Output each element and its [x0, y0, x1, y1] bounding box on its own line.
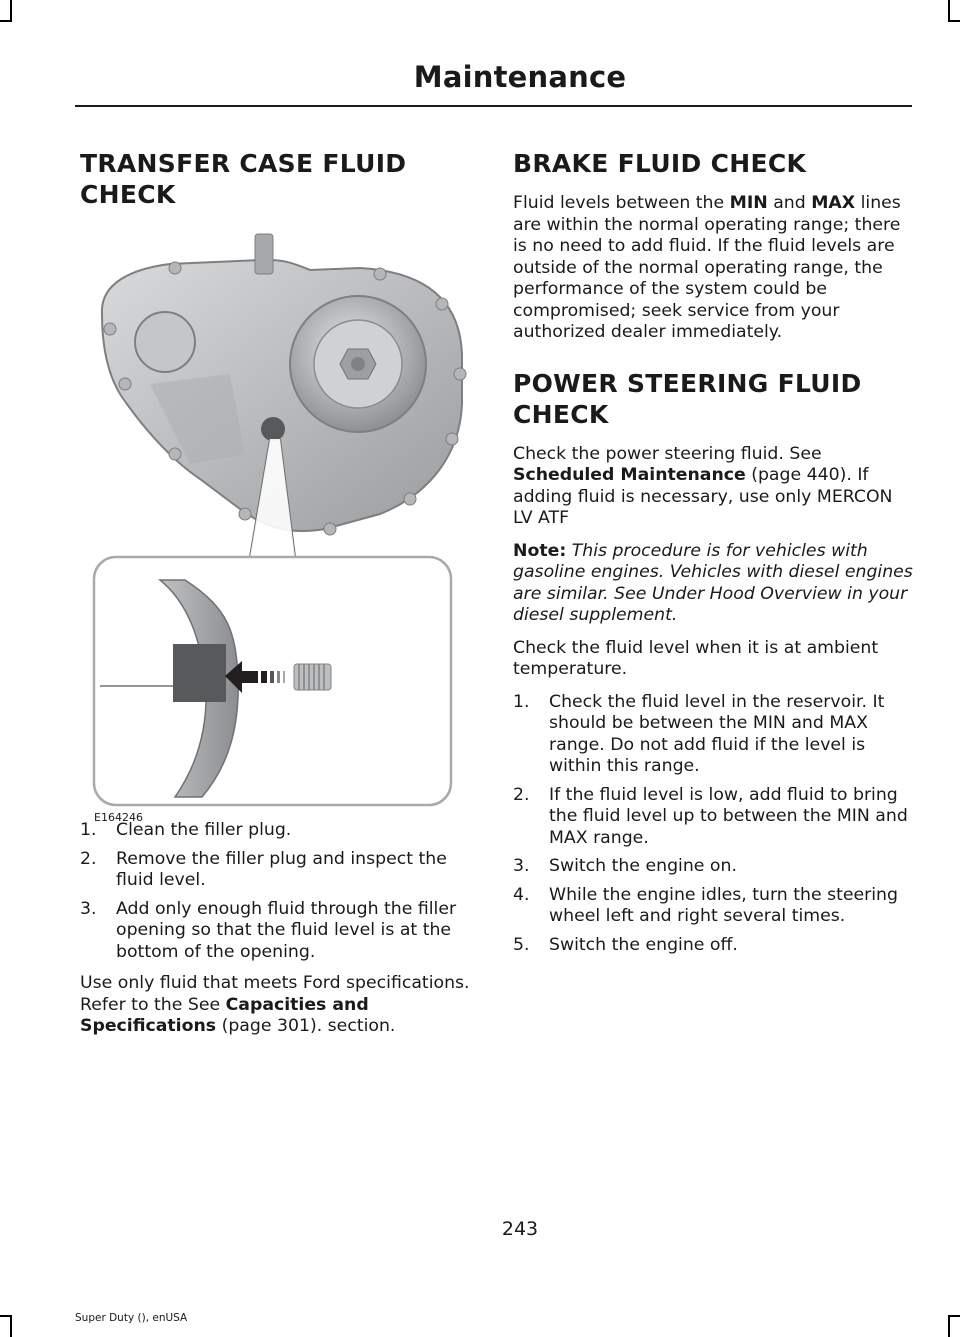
- list-item: 5. Switch the engine off.: [513, 934, 738, 955]
- list-item: 3. Add only enough fluid through the filler opening so that the fluid level is at the bottom of the opening.: [80, 898, 457, 962]
- figure-code: E164246: [94, 811, 143, 824]
- right-column: [513, 148, 913, 966]
- left-column: [80, 148, 475, 1049]
- page-number: 243: [501, 1218, 539, 1240]
- brake-fluid-paragraph: Fluid levels between the MIN and MAX lines are within the normal operating range; there is no need to add fluid. If the fluid levels are outside of the normal operating range, the performance of the system could be compromised; seek service from your authorized dealer immediately.: [513, 193, 901, 342]
- crop-mark: [948, 20, 960, 22]
- fluid-spec-paragraph: Use only fluid that meets Ford specifications. Refer to the See Capacities and Specifications (page 301). section.: [80, 973, 470, 1036]
- transfer-case-steps: [80, 820, 475, 963]
- power-steering-steps: [513, 692, 913, 957]
- page-header-title: Maintenance: [413, 60, 627, 94]
- crop-mark: [948, 1315, 960, 1317]
- list-item: 1. Check the fluid level in the reservoir. It should be between the MIN and MAX range. Do not add fluid if the level is within this range.: [513, 691, 885, 776]
- power-steering-intro: Check the power steering fluid. See Scheduled Maintenance (page 440). If adding fluid is necessary, use only MERCON LV ATF: [513, 443, 893, 528]
- capacities-link[interactable]: Capacities and Specifications: [80, 994, 369, 1036]
- ambient-paragraph: Check the fluid level when it is at ambient temperature.: [513, 637, 879, 679]
- list-item: 2. Remove the filler plug and inspect the fluid level.: [80, 848, 447, 890]
- list-item: 1. Clean the filler plug.: [80, 820, 292, 840]
- document-info: Super Duty (), enUSA: [75, 1312, 188, 1324]
- transfer-case-illustration: [80, 224, 475, 824]
- crop-mark: [10, 0, 12, 22]
- list-item: 3. Switch the engine on.: [513, 856, 737, 876]
- power-steering-heading: POWER STEERING FLUID CHECK: [513, 368, 862, 429]
- transfer-case-heading: TRANSFER CASE FLUID CHECK: [80, 149, 407, 209]
- brake-fluid-heading: BRAKE FLUID CHECK: [513, 149, 807, 178]
- crop-mark: [948, 0, 950, 22]
- crop-mark: [948, 1315, 950, 1337]
- scheduled-maintenance-link[interactable]: Scheduled Maintenance: [513, 465, 746, 485]
- header-rule: [75, 105, 912, 107]
- list-item: 4. While the engine idles, turn the steering wheel left and right several times.: [513, 884, 898, 926]
- transfer-case-figure: [80, 224, 475, 824]
- crop-mark: [0, 20, 12, 22]
- note-paragraph: Note: This procedure is for vehicles with gasoline engines. Vehicles with diesel engines are similar. See Under Hood Overview in your diesel supplement.: [513, 540, 913, 625]
- crop-mark: [0, 1315, 12, 1317]
- list-item: 2. If the fluid level is low, add fluid to bring the fluid level up to between the MIN and MAX range.: [513, 784, 908, 848]
- crop-mark: [10, 1315, 12, 1337]
